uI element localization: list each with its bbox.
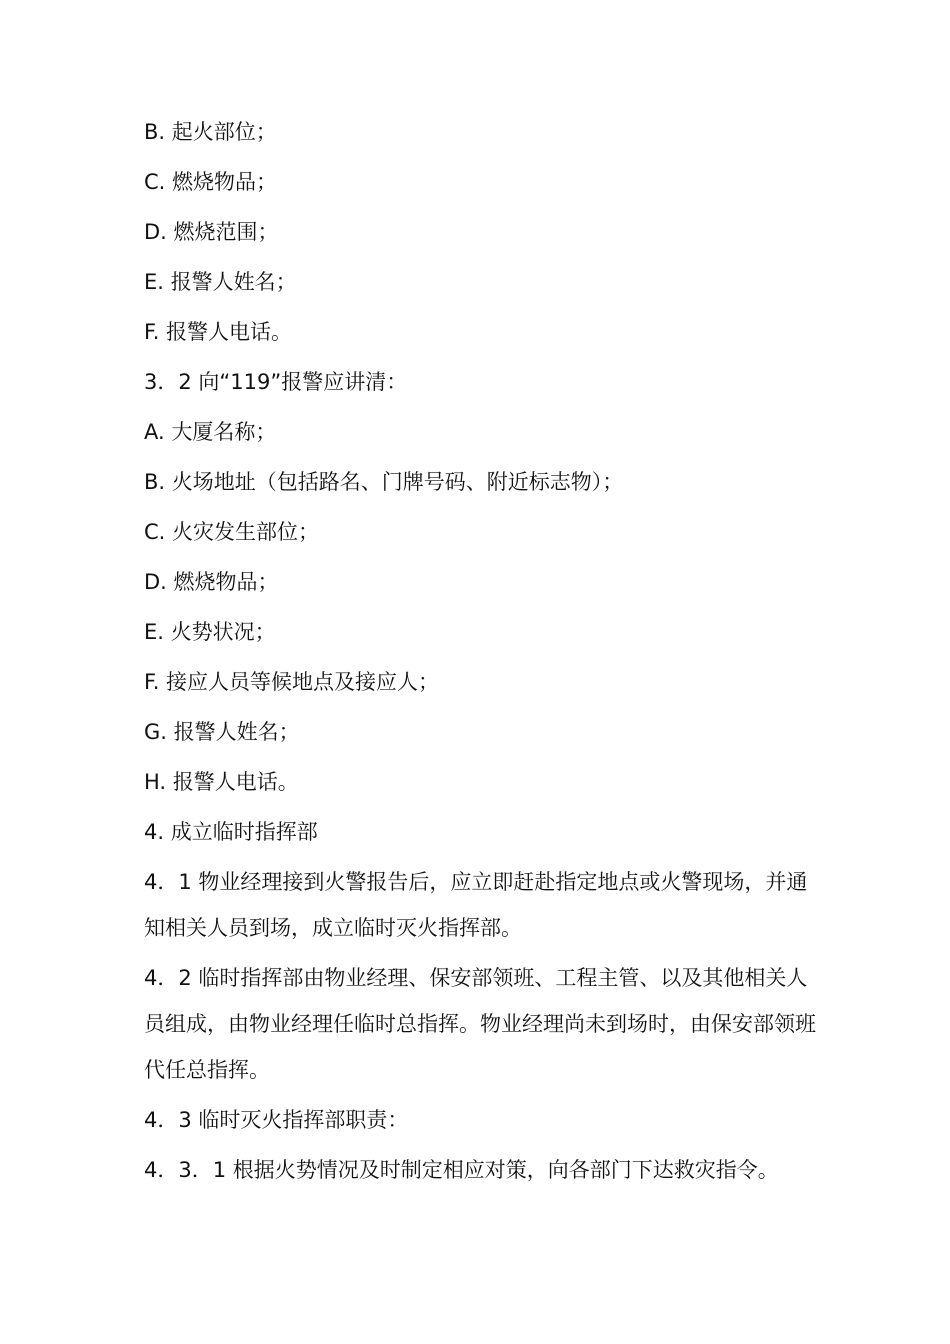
list-item: D. 燃烧范围； xyxy=(144,220,279,244)
section-heading: 3．2 向“119”报警应讲清： xyxy=(144,370,408,394)
list-item: H. 报警人电话。 xyxy=(144,770,299,794)
paragraph: 4．3．1 根据火势情况及时制定相应对策，向各部门下达救灾指令。 xyxy=(144,1158,779,1182)
paragraph: 4．2 临时指挥部由物业经理、保安部领班、工程主管、以及其他相关人员组成，由物业经理任临时总指挥。物业经理尚未到场时，由保安部领班代任总指挥。 xyxy=(144,966,816,1082)
list-item: F. 接应人员等候地点及接应人； xyxy=(144,670,440,694)
list-item: B. 起火部位； xyxy=(144,120,277,144)
list-item: B. 火场地址（包括路名、门牌号码、附近标志物）； xyxy=(144,470,624,494)
document-body xyxy=(144,118,816,1206)
list-item: C. 火灾发生部位； xyxy=(144,520,320,544)
list-item: D. 燃烧物品； xyxy=(144,570,279,594)
section-heading: 4. 成立临时指挥部 xyxy=(144,820,318,844)
section-heading: 4．3 临时灭火指挥部职责： xyxy=(144,1108,409,1132)
paragraph: 4．1 物业经理接到火警报告后，应立即赶赴指定地点或火警现场，并通知相关人员到场，成立临时灭火指挥部。 xyxy=(144,870,808,940)
list-item: E. 报警人姓名； xyxy=(144,270,297,294)
list-item: E. 火势状况； xyxy=(144,620,276,644)
list-item: G. 报警人姓名； xyxy=(144,720,300,744)
list-item: F. 报警人电话。 xyxy=(144,320,293,344)
list-item: A. 大厦名称； xyxy=(144,420,277,444)
list-item: C. 燃烧物品； xyxy=(144,170,278,194)
